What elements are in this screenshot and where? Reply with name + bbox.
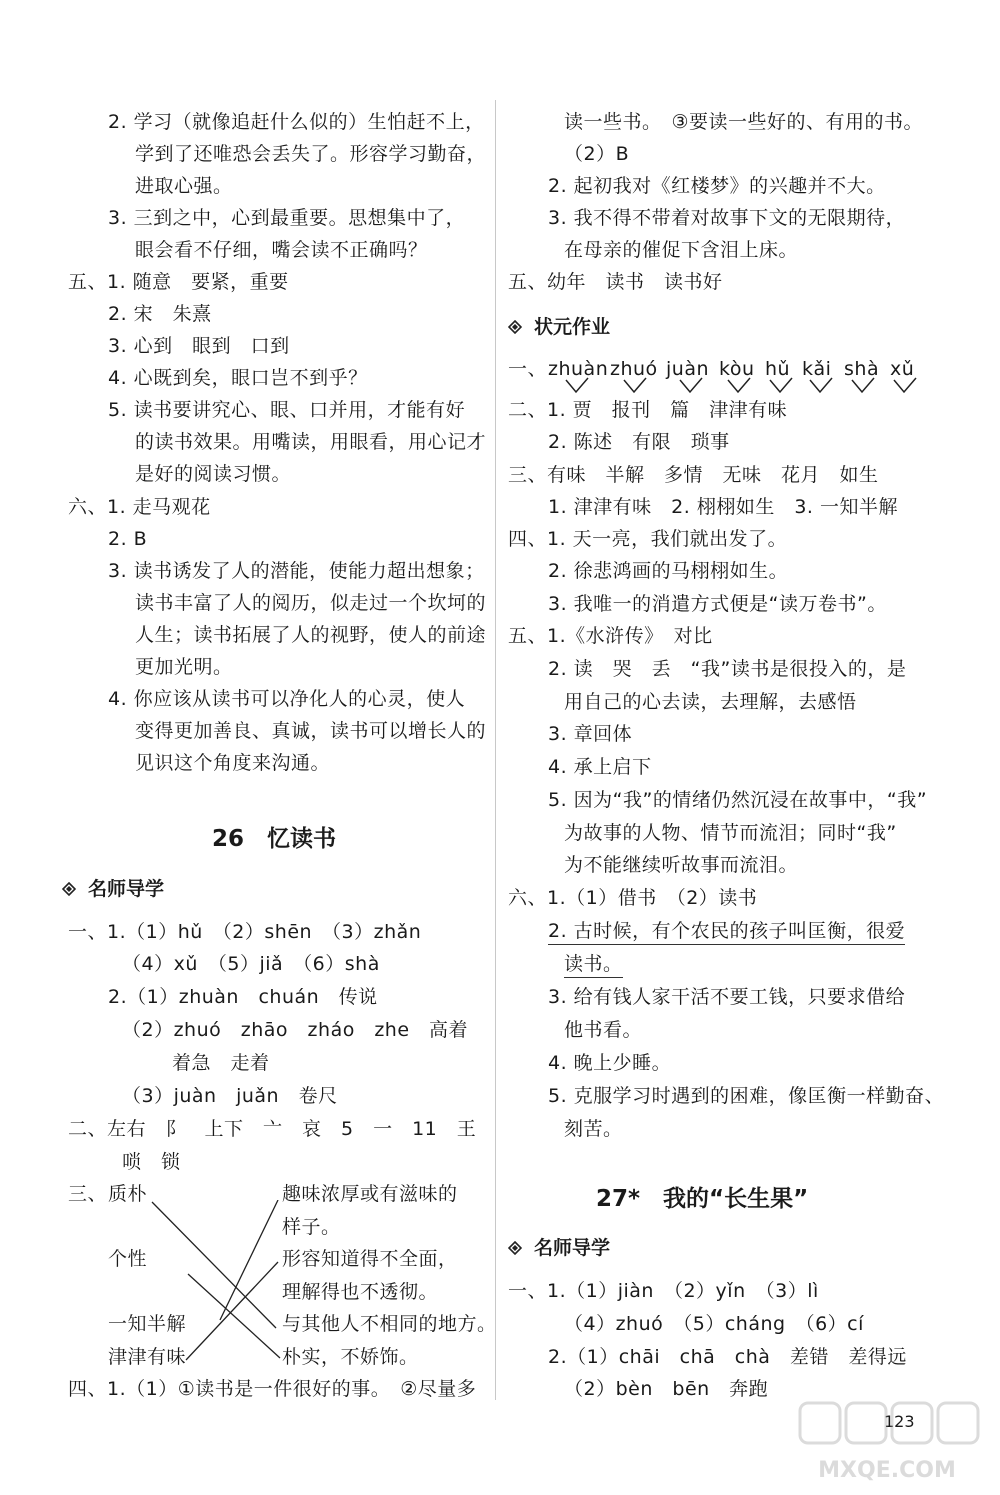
text-line: 为故事的人物、情节而流泪；同时“我” [564,822,897,844]
text-line: 2. 读 哭 丢 “我”读书是很投入的，是 [548,658,907,680]
section-heading [62,874,164,901]
text-line: 的读书效果。用嘴读，用眼看，用心记才 [135,431,487,453]
text-line: 是好的阅读习惯。 [135,463,292,485]
text-line: 二、左右 ⻖ 上下 亠 哀 5 一 11 王 [68,1118,477,1140]
text-line: 见识这个角度来沟通。 [135,752,331,774]
pinyin-label: 一、 [508,358,548,380]
text-line: 3. 我唯一的消遣方式便是“读万卷书”。 [548,593,887,615]
match-left-item: 个性 [108,1248,148,1270]
text-line: 进取心强。 [135,175,233,197]
text-line: 五、1.《水浒传》 对比 [508,625,713,647]
text-line: 更加光明。 [135,656,233,678]
underlined-answer: 2. 古时候，有个农民的孩子叫匡衡，很爱 [548,918,905,945]
text-line: 读书丰富了人的阅历，似走过一个坎坷的 [135,592,487,614]
check-marks [552,376,922,396]
text-line: 2.（1）zhuàn chuán 传说 [108,986,378,1008]
text-line: 人生；读书拓展了人的视野，使人的前途 [135,624,487,646]
lesson-title-26: 26 忆读书 [212,826,337,852]
underlined-answer: 读书。 [564,951,623,978]
page-number: 123 [884,1412,915,1431]
check-mark [810,378,832,392]
pinyin-item: xǔ [890,358,915,380]
diamond-icon [508,320,522,334]
text-line: （3）juàn juǎn 卷尺 [122,1085,338,1107]
text-line: 五、幼年 读书 读书好 [508,271,723,293]
text-line: （2）B [564,143,630,165]
text-line: 为不能继续听故事而流泪。 [564,854,799,876]
text-line: 三、有味 半解 多情 无味 花月 如生 [508,464,879,486]
section-heading [508,1233,610,1260]
section-label: 名师导学 [534,1237,611,1259]
text-line: 3. 章回体 [548,723,633,745]
pinyin-item: zhuàn [548,358,609,380]
check-mark [770,378,792,392]
text-line: 3. 三到之中，心到最重要。思想集中了， [108,207,466,229]
text-line: 3. 给有钱人家干活不要工钱，只要求借给 [548,986,906,1008]
text-line: 5. 克服学习时遇到的困难，像匡衡一样勤奋、 [548,1085,945,1107]
match-left-item: 一知半解 [108,1313,187,1335]
text-line: 读一些书。 ③要读一些好的、有用的书。 [564,111,924,133]
text-line: 3. 心到 眼到 口到 [108,335,290,357]
text-line: 3. 我不得不带着对故事下文的无限期待， [548,207,906,229]
text-line: 学到了还唯恐会丢失了。形容学习勤奋， [135,143,487,165]
text-line: 4. 承上启下 [548,756,652,778]
text-line: （4）zhuó （5）cháng （6）cí [564,1313,864,1335]
match-right-item: 朴实，不娇饰。 [282,1346,419,1368]
check-mark [852,378,874,392]
pinyin-item: kǎi [802,358,832,380]
svg-text:MXQE.COM: MXQE.COM [818,1458,956,1483]
text-line: 5. 读书要讲究心、眼、口并用，才能有好 [108,399,466,421]
section-label: 名师导学 [88,878,165,900]
pinyin-item: shà [844,358,880,380]
text-line: 2. 宋 朱熹 [108,303,212,325]
text-line: 四、1. 天一亮，我们就出发了。 [508,528,788,550]
section-label: 状元作业 [534,316,611,338]
text-line: 变得更加善良、真诚，读书可以增长人的 [135,720,487,742]
text-line: 他书看。 [564,1019,643,1041]
text-line: 六、1. 走马观花 [68,496,211,518]
text-line: 2.（1）chāi chā chà 差错 差得远 [548,1346,907,1368]
text-line: （2）bèn bēn 奔跑 [564,1378,769,1400]
text-line: 着急 走着 [172,1052,270,1074]
text-line: 唢 锁 [122,1151,181,1173]
text-line: 一、1.（1）hǔ （2）shēn （3）zhǎn [68,921,422,943]
column-divider [495,100,496,1400]
text-line: 3. 读书诱发了人的潜能，使能力超出想象； [108,560,485,582]
check-mark [566,378,588,392]
text-line: 2. 陈述 有限 琐事 [548,431,730,453]
text-line: 5. 因为“我”的情绪仍然沉浸在故事中，“我” [548,789,928,811]
match-label: 三、 [68,1183,108,1205]
lesson-title-27: 27* 我的“长生果” [596,1186,809,1212]
diamond-icon [508,1241,522,1255]
pinyin-item: juàn [666,358,710,380]
pinyin-item: hǔ [765,358,791,380]
match-right-item: 理解得也不透彻。 [282,1281,439,1303]
check-mark [728,378,750,392]
match-left-item: 津津有味 [108,1346,187,1368]
text-line: 二、1. 贾 报刊 篇 津津有味 [508,399,788,421]
text-line: 刻苦。 [564,1118,623,1140]
text-line: 一、1.（1）jiàn （2）yǐn （3）lì [508,1280,819,1302]
pinyin-item: kòu [719,358,755,380]
matching-lines [140,1200,290,1375]
diamond-icon [62,882,76,896]
match-left-item: 质朴 [108,1183,148,1205]
check-mark [624,378,646,392]
text-line: 在母亲的催促下含泪上床。 [564,239,799,261]
text-line: 4. 晚上少睡。 [548,1052,672,1074]
check-mark [894,378,916,392]
text-line: 四、1.（1）①读书是一件很好的事。 ②尽量多 [68,1378,477,1400]
match-right-item: 形容知道得不全面， [282,1248,458,1270]
text-line: 五、1. 随意 要紧，重要 [68,271,289,293]
text-line: 用自己的心去读，去理解，去感悟 [564,691,857,713]
match-right-item: 与其他人不相同的地方。 [282,1313,497,1335]
match-right-item: 样子。 [282,1216,341,1238]
text-line: 2. B [108,528,148,550]
text-line: 4. 你应该从读书可以净化人的心灵，使人 [108,688,466,710]
text-line: 4. 心既到矣，眼口岂不到乎？ [108,367,368,389]
text-line: 2. 徐悲鸿画的马栩栩如生。 [548,560,789,582]
text-line: 眼会看不仔细，嘴会读不正确吗？ [135,239,428,261]
match-right-item: 趣味浓厚或有滋味的 [282,1183,458,1205]
section-heading [508,312,610,339]
text-line: 2. 起初我对《红楼梦》的兴趣并不大。 [548,175,886,197]
text-line: 1. 津津有味 2. 栩栩如生 3. 一知半解 [548,496,899,518]
site-watermark-logo [792,1399,982,1489]
pinyin-item: zhuó [610,358,658,380]
text-line: （4）xǔ （5）jiǎ （6）shà [122,953,380,975]
text-line: 2. 学习（就像追赶什么似的）生怕赶不上， [108,111,485,133]
text-line: （2）zhuó zhāo zháo zhe 高着 [122,1019,469,1041]
check-mark [680,378,702,392]
text-line: 六、1.（1）借书 （2）读书 [508,887,758,909]
